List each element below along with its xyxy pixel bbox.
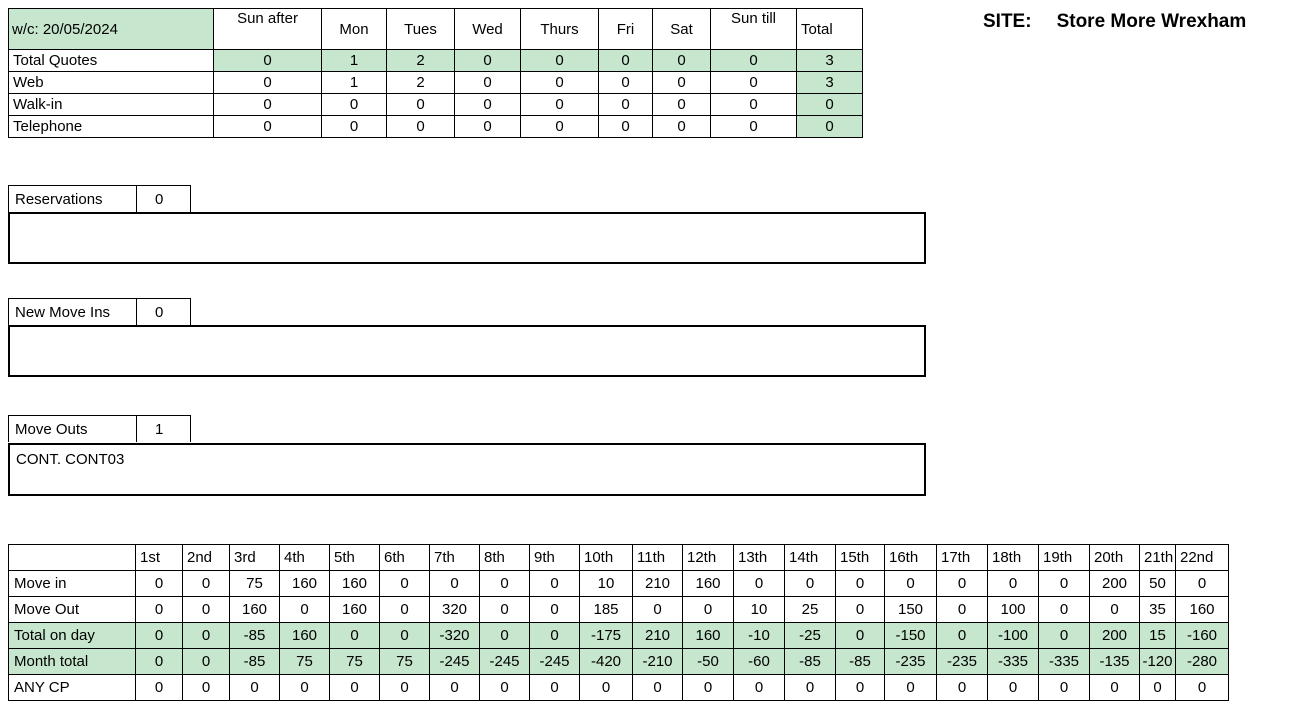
day-header-18th: 18th <box>988 545 1039 571</box>
cell: -150 <box>885 623 937 649</box>
cell: 0 <box>711 116 797 138</box>
cell: 0 <box>214 72 322 94</box>
cell: -10 <box>734 623 785 649</box>
cell: 0 <box>988 571 1039 597</box>
cell: 35 <box>1140 597 1176 623</box>
cell: 0 <box>521 94 599 116</box>
cell: -160 <box>1176 623 1229 649</box>
move-ins-notes <box>8 325 926 377</box>
header-sun-till: Sun till <box>711 9 797 50</box>
cell: 0 <box>330 623 380 649</box>
cell: 0 <box>214 116 322 138</box>
cell: 0 <box>734 675 785 701</box>
row-label: Walk-in <box>9 94 214 116</box>
cell: 0 <box>937 597 988 623</box>
cell: 0 <box>380 623 430 649</box>
cell: 0 <box>599 94 653 116</box>
move-ins-label: New Move Ins <box>8 298 137 325</box>
cell: 0 <box>937 675 988 701</box>
cell: 0 <box>1039 597 1090 623</box>
day-header-14th: 14th <box>785 545 836 571</box>
cell: 0 <box>183 649 230 675</box>
reservations-count: 0 <box>137 185 191 212</box>
cell: 50 <box>1140 571 1176 597</box>
row-label: Telephone <box>9 116 214 138</box>
cell: 160 <box>280 571 330 597</box>
cell: 0 <box>480 675 530 701</box>
quotes-row-web <box>9 72 863 94</box>
day-header-20th: 20th <box>1090 545 1140 571</box>
cell: 0 <box>230 675 280 701</box>
cell: 0 <box>937 571 988 597</box>
cell: 75 <box>230 571 280 597</box>
cell: 0 <box>136 597 183 623</box>
day-header-21th: 21th <box>1140 545 1176 571</box>
day-header-11th: 11th <box>633 545 683 571</box>
cell: -335 <box>1039 649 1090 675</box>
total-cell: 3 <box>797 72 863 94</box>
cell: 0 <box>380 675 430 701</box>
cell: 75 <box>330 649 380 675</box>
cell: 0 <box>183 675 230 701</box>
day-header-4th: 4th <box>280 545 330 571</box>
cell: -245 <box>530 649 580 675</box>
day-header-2nd: 2nd <box>183 545 230 571</box>
header-sat: Sat <box>653 9 711 50</box>
cell: 0 <box>430 571 480 597</box>
cell: 2 <box>387 72 455 94</box>
cell: -320 <box>430 623 480 649</box>
cell: 0 <box>455 72 521 94</box>
day-header-17th: 17th <box>937 545 988 571</box>
cell: 0 <box>885 675 937 701</box>
cell: -335 <box>988 649 1039 675</box>
cell: 0 <box>653 94 711 116</box>
cell: 0 <box>683 597 734 623</box>
day-header-1st: 1st <box>136 545 183 571</box>
cell: 0 <box>480 623 530 649</box>
cell: -100 <box>988 623 1039 649</box>
row-label: Move Out <box>9 597 136 623</box>
weekly-quotes-table <box>8 8 863 138</box>
cell: 0 <box>322 94 387 116</box>
cell: 160 <box>683 623 734 649</box>
cell: -85 <box>836 649 885 675</box>
quotes-row-telephone <box>9 116 863 138</box>
cell: 25 <box>785 597 836 623</box>
cell: 160 <box>230 597 280 623</box>
cell: 0 <box>530 597 580 623</box>
header-mon: Mon <box>322 9 387 50</box>
cell: 2 <box>387 50 455 72</box>
row-label: Month total <box>9 649 136 675</box>
cell: 0 <box>530 675 580 701</box>
cell: 150 <box>885 597 937 623</box>
header-tues: Tues <box>387 9 455 50</box>
cell: 0 <box>711 72 797 94</box>
cell: 0 <box>653 72 711 94</box>
cell: 200 <box>1090 623 1140 649</box>
cell: 0 <box>937 623 988 649</box>
row-label: ANY CP <box>9 675 136 701</box>
row-label: Total on day <box>9 623 136 649</box>
cell: 0 <box>455 94 521 116</box>
day-header-6th: 6th <box>380 545 430 571</box>
cell: 160 <box>1176 597 1229 623</box>
header-fri: Fri <box>599 9 653 50</box>
cell: 0 <box>599 116 653 138</box>
row-label: Total Quotes <box>9 50 214 72</box>
cell: 0 <box>711 50 797 72</box>
cell: 0 <box>380 597 430 623</box>
cell: 200 <box>1090 571 1140 597</box>
header-wed: Wed <box>455 9 521 50</box>
cell: 0 <box>1176 675 1229 701</box>
cell: 0 <box>530 571 580 597</box>
cell: 1 <box>322 50 387 72</box>
cell: 0 <box>183 571 230 597</box>
cell: -280 <box>1176 649 1229 675</box>
cell: 0 <box>387 94 455 116</box>
cell: 0 <box>836 597 885 623</box>
cell: 0 <box>1039 623 1090 649</box>
cell: -50 <box>683 649 734 675</box>
day-header-12th: 12th <box>683 545 734 571</box>
cell: 0 <box>530 623 580 649</box>
cell: 0 <box>1039 571 1090 597</box>
cell: 0 <box>455 116 521 138</box>
cell: -135 <box>1090 649 1140 675</box>
cell: 0 <box>521 116 599 138</box>
move-ins-count: 0 <box>137 298 191 325</box>
row-label: Web <box>9 72 214 94</box>
cell: -85 <box>230 649 280 675</box>
daily-header-row <box>9 545 1229 571</box>
cell: 0 <box>653 116 711 138</box>
cell: -245 <box>430 649 480 675</box>
cell: 0 <box>136 571 183 597</box>
total-cell: 0 <box>797 94 863 116</box>
cell: 0 <box>1176 571 1229 597</box>
cell: 10 <box>580 571 633 597</box>
cell: -175 <box>580 623 633 649</box>
cell: -85 <box>230 623 280 649</box>
cell: 0 <box>183 597 230 623</box>
cell: 100 <box>988 597 1039 623</box>
cell: 320 <box>430 597 480 623</box>
cell: 160 <box>683 571 734 597</box>
cell: 0 <box>521 50 599 72</box>
cell: -235 <box>885 649 937 675</box>
cell: 160 <box>280 623 330 649</box>
cell: 160 <box>330 571 380 597</box>
cell: 0 <box>387 116 455 138</box>
cell: -60 <box>734 649 785 675</box>
cell: 0 <box>480 597 530 623</box>
cell: 210 <box>633 623 683 649</box>
cell: 0 <box>580 675 633 701</box>
cell: 0 <box>136 623 183 649</box>
cell: 0 <box>599 72 653 94</box>
header-thurs: Thurs <box>521 9 599 50</box>
cell: 0 <box>183 623 230 649</box>
cell: 0 <box>430 675 480 701</box>
day-header-19th: 19th <box>1039 545 1090 571</box>
cell: 0 <box>653 50 711 72</box>
header-total: Total <box>797 9 863 50</box>
move-outs-label: Move Outs <box>8 415 137 442</box>
day-header-9th: 9th <box>530 545 580 571</box>
site-heading <box>983 11 1246 33</box>
cell: 210 <box>633 571 683 597</box>
cell: 0 <box>380 571 430 597</box>
cell: 0 <box>521 72 599 94</box>
cell: 0 <box>836 571 885 597</box>
cell: 185 <box>580 597 633 623</box>
row-label: Move in <box>9 571 136 597</box>
cell: 0 <box>1090 597 1140 623</box>
cell: 0 <box>136 675 183 701</box>
cell: 75 <box>380 649 430 675</box>
cell: 0 <box>1090 675 1140 701</box>
cell: 0 <box>988 675 1039 701</box>
cell: -420 <box>580 649 633 675</box>
cell: 0 <box>322 116 387 138</box>
cell: 75 <box>280 649 330 675</box>
cell: 0 <box>734 571 785 597</box>
cell: 0 <box>633 597 683 623</box>
quotes-row-walk-in <box>9 94 863 116</box>
daily-row-any-cp <box>9 675 1229 701</box>
day-header-22nd: 22nd <box>1176 545 1229 571</box>
cell: 0 <box>633 675 683 701</box>
daily-movement-table <box>8 544 1229 701</box>
cell: -245 <box>480 649 530 675</box>
corner-cell <box>9 545 136 571</box>
cell: 0 <box>480 571 530 597</box>
cell: 0 <box>785 571 836 597</box>
day-header-5th: 5th <box>330 545 380 571</box>
day-header-8th: 8th <box>480 545 530 571</box>
cell: 0 <box>836 623 885 649</box>
day-header-13th: 13th <box>734 545 785 571</box>
cell: -210 <box>633 649 683 675</box>
week-commencing-label: w/c: 20/05/2024 <box>9 9 214 50</box>
cell: 15 <box>1140 623 1176 649</box>
site-name: Store More Wrexham <box>1056 11 1247 32</box>
cell: 0 <box>330 675 380 701</box>
cell: 0 <box>683 675 734 701</box>
quotes-row-total <box>9 50 863 72</box>
cell: 0 <box>280 675 330 701</box>
cell: 0 <box>836 675 885 701</box>
cell: 0 <box>1039 675 1090 701</box>
header-sun-after: Sun after <box>214 9 322 50</box>
cell: 0 <box>455 50 521 72</box>
day-header-15th: 15th <box>836 545 885 571</box>
day-header-3rd: 3rd <box>230 545 280 571</box>
total-cell: 0 <box>797 116 863 138</box>
cell: 0 <box>214 50 322 72</box>
daily-row-move-out <box>9 597 1229 623</box>
cell: 0 <box>214 94 322 116</box>
move-outs-notes: CONT. CONT03 <box>8 443 926 496</box>
day-header-10th: 10th <box>580 545 633 571</box>
cell: 0 <box>136 649 183 675</box>
daily-row-total-on-day <box>9 623 1229 649</box>
reservations-label: Reservations <box>8 185 137 212</box>
day-header-7th: 7th <box>430 545 480 571</box>
cell: 1 <box>322 72 387 94</box>
cell: -25 <box>785 623 836 649</box>
daily-row-month-total <box>9 649 1229 675</box>
cell: 0 <box>280 597 330 623</box>
cell: 0 <box>1140 675 1176 701</box>
cell: 10 <box>734 597 785 623</box>
site-label: SITE: <box>983 11 1032 32</box>
cell: 0 <box>885 571 937 597</box>
total-cell: 3 <box>797 50 863 72</box>
day-header-16th: 16th <box>885 545 937 571</box>
daily-row-move-in <box>9 571 1229 597</box>
cell: 0 <box>785 675 836 701</box>
reservations-notes <box>8 212 926 264</box>
cell: -85 <box>785 649 836 675</box>
cell: 0 <box>599 50 653 72</box>
cell: -120 <box>1140 649 1176 675</box>
move-outs-count: 1 <box>137 415 191 442</box>
cell: 160 <box>330 597 380 623</box>
cell: -235 <box>937 649 988 675</box>
cell: 0 <box>711 94 797 116</box>
